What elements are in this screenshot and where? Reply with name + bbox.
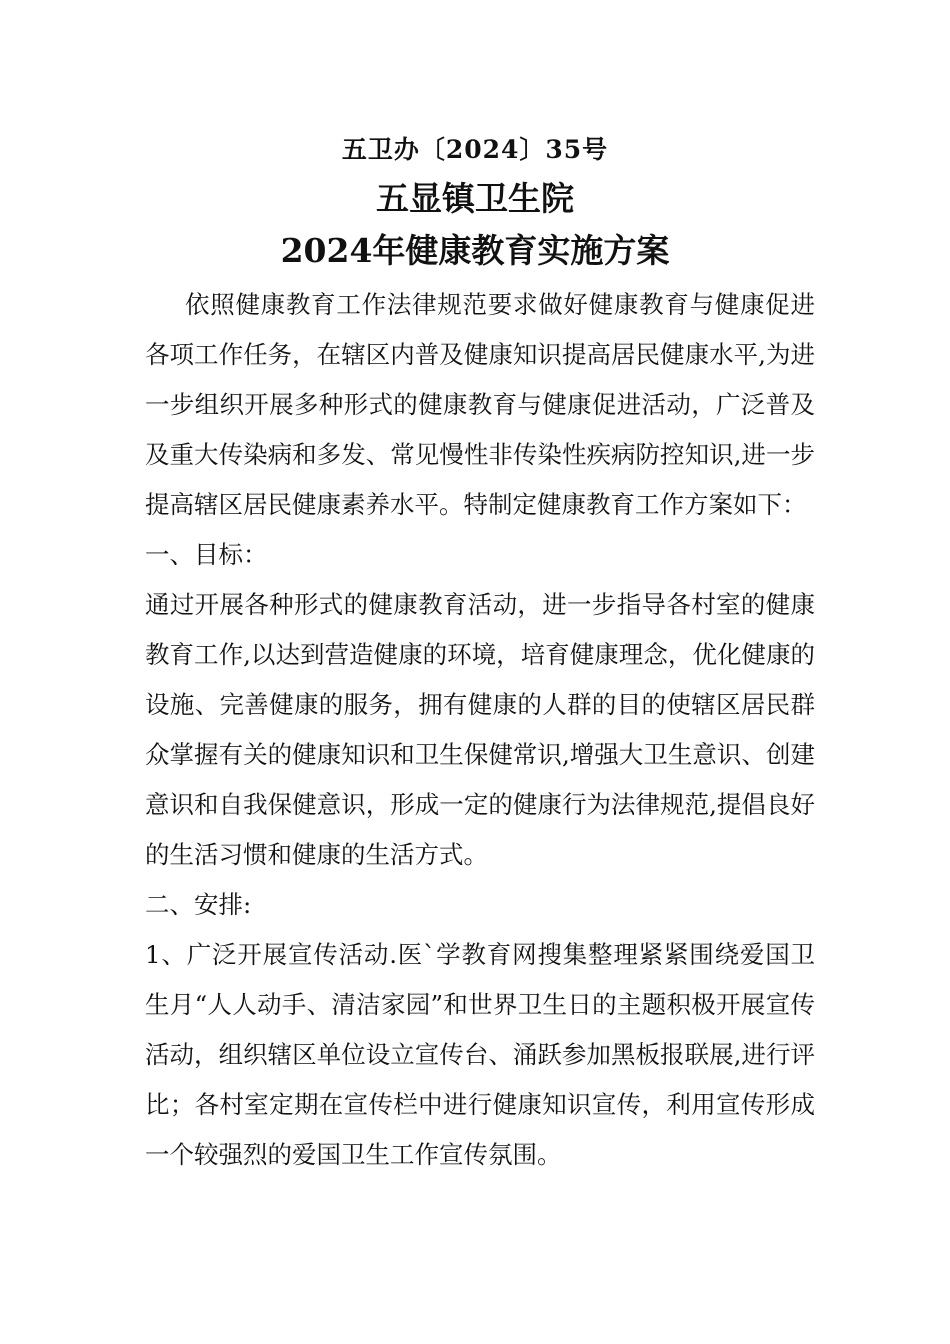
document-title-plan: 2024年健康教育实施方案 — [280, 231, 670, 270]
intro-paragraph: 依照健康教育工作法律规范要求做好健康教育与健康促进各项工作任务，在辖区内普及健康知识提高居民健康水平,为进一步组织开展多种形式的健康教育与健康促进活动，广泛普及及重大传染病和多发、常见慢性非传染性疾病防控知识,进一步提高辖区居民健康素养水平。特制定健康教育工作方案如下： — [145, 290, 815, 519]
section-heading-arrangements: 二、安排: — [145, 890, 252, 919]
section-heading-goals: 一、目标： — [145, 540, 268, 569]
document-body — [145, 280, 815, 1180]
document-title-organization: 五显镇卫生院 — [376, 179, 574, 218]
document-number: 五卫办〔2024〕35号 — [341, 135, 609, 164]
goals-paragraph: 通过开展各种形式的健康教育活动，进一步指导各村室的健康教育工作,以达到营造健康的环境，培育健康理念，优化健康的设施、完善健康的服务，拥有健康的人群的目的使辖区居民群众掌握有关的健康知识和卫生保健常识,增强大卫生意识、创建意识和自我保健意识，形成一定的健康行为法律规范,提倡良好的生活习惯和健康的生活方式。 — [145, 590, 815, 869]
arrangement-item-1: 1、广泛开展宣传活动.医`学教育网搜集整理紧紧围绕爱国卫生月“人人动手、清洁家园”和世界卫生日的主题积极开展宣传活动，组织辖区单位设立宣传台、涌跃参加黑板报联展,进行评比；各村室定期在宣传栏中进行健康知识宣传，利用宣传形成一个较强烈的爱国卫生工作宣传氛围。 — [145, 940, 815, 1169]
